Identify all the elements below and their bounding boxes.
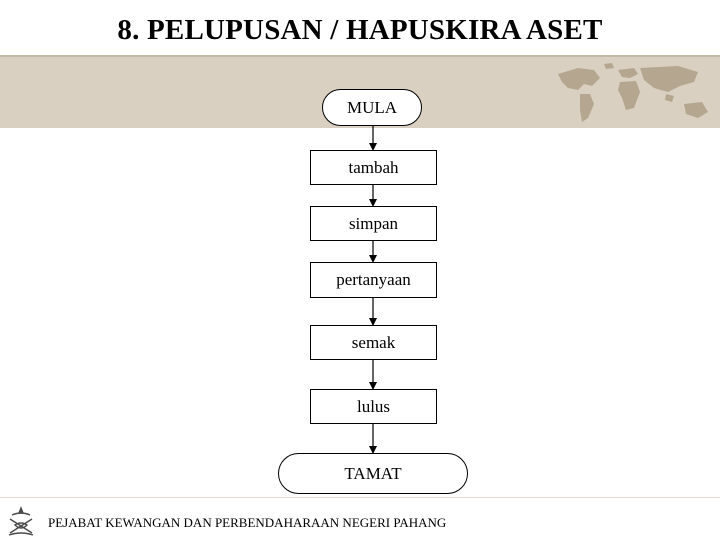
process-node-pertanyaan: pertanyaan — [310, 262, 437, 298]
start-node: MULA — [322, 89, 422, 126]
slide-title: 8. PELUPUSAN / HAPUSKIRA ASET — [117, 14, 603, 46]
footer-text: PEJABAT KEWANGAN DAN PERBENDAHARAAN NEGERI PAHANG — [48, 515, 447, 530]
footer-rule — [0, 497, 720, 498]
process-node-simpan: simpan — [310, 206, 437, 241]
end-node: TAMAT — [278, 453, 468, 494]
process-node-tambah: tambah — [310, 150, 437, 185]
process-node-lulus: lulus — [310, 389, 437, 424]
process-node-semak: semak — [310, 325, 437, 360]
state-crest-icon — [4, 505, 38, 539]
